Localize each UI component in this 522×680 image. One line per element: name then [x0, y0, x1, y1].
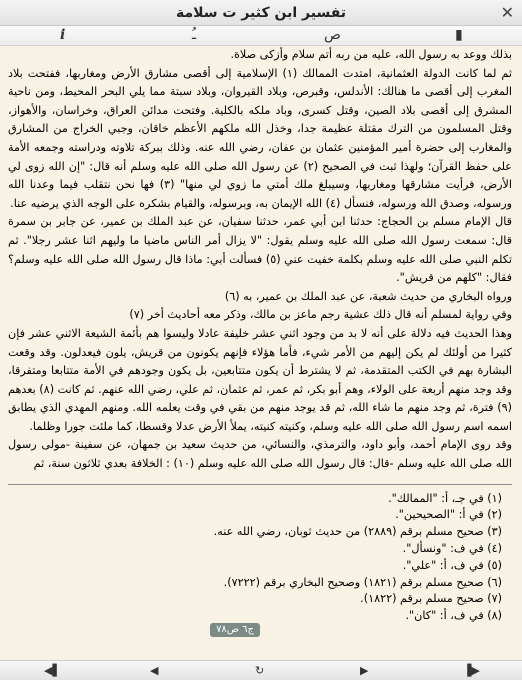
footnote: (١) في جـ، أ: "الممالك".	[388, 491, 502, 505]
info-icon[interactable]: i	[60, 27, 66, 43]
footnote: (٥) في ف، أ: "علي".	[402, 558, 502, 572]
next-page-icon[interactable]: ▶︎	[360, 664, 369, 677]
harakat-toggle-icon[interactable]: ـُ	[192, 27, 197, 43]
window-title: تفسير ابن كثير ت سلامة	[175, 4, 347, 21]
title-bar	[0, 0, 522, 26]
footnotes	[8, 491, 512, 625]
reading-pane[interactable]	[0, 46, 522, 660]
page-indicator-badge[interactable]: ج٦ ص٧٨	[210, 623, 260, 637]
paragraph: وهذا الحديث فيه دلالة على أنه لا بد من وجود اثني عشر خليفة عادلا وليسوا هم بأئمة الشيعة الاثني عشر فإن كثيرا من أولئك لم يكن إليهم من الأمر شيء، فأما هؤلاء فإنهم يكونون من قريش، يلون فيعدلون. وقد وقعت البشارة بهم في الكتب المتقدمة، ثم لا يشترط أن يكون متتابعين، بل يكون وجودهم في الأمة متتابعا ومتفرقا، وقد وجد منهم أربعة على الولاء، وهم أبو بكر، ثم عمر، ثم عثمان، ثم علي، رضي الله عنهم. ثم كانت (٨) بعدهم (٩) فترة، ثم وجد منهم ما شاء الله، ثم قد يوجد منهم من بقي في وقت يعلمه الله. ومنهم المهدي الذي يطابق اسمه اسم رسول الله صلى الله عليه وسلم، وكنيته كنيته، يملأ الأرض عدلا وقسطا، كما ملئت جورا وظلما.	[8, 326, 513, 433]
toolbar	[0, 26, 522, 46]
footnote: (٧) صحيح مسلم برقم (١٨٢٢).	[360, 592, 502, 606]
footnote: (٣) صحيح مسلم برقم (٢٨٨٩) من حديث ثوبان، رضي الله عنه.	[213, 525, 502, 539]
footnote-separator	[8, 484, 512, 485]
goto-page-icon[interactable]: ↻	[255, 664, 265, 677]
previous-page-icon[interactable]: ◀︎	[150, 664, 159, 677]
body-text	[8, 46, 512, 474]
search-icon[interactable]: ص	[324, 27, 341, 43]
footnote: (٤) في ف: "ونسأل".	[402, 542, 502, 556]
paragraph: ثم لما كانت الدولة العثمانية، امتدت الممالك (١) الإسلامية إلى أقصى مشارق الأرض ومغاربها، ففتحت بلاد المغرب إلى أقصى ما هنالك: الأندلس، وقبرص، وبلاد القيروان، وبلاد سبتة مما يلي البحر المحيط، ومن ناحية المشرق إلى أقصى بلاد الصين، وقتل كسرى، وباد ملكه بالكلية. وفتحت مدائن العراق، وخراسان، والأهواز، وقتل المسلمون من الترك مقتلة عظيمة جدا، وخذل الله ملكهم الأعظم خاقان، وجبي الخراج من المشارق والمغارب إلى حضرة أمير المؤمنين عثمان بن عفان، رضي الله عنه. وذلك ببركة تلاوته ودراسته وجمعه الأمة على حفظ القرآن؛ ولهذا ثبت في الصحيح (٢) عن رسول الله صلى الله عليه وسلم أنه قال: "إن الله زوى لي الأرض، فرأيت مشارقها ومغاربها، وسيبلغ ملك أمتي ما زوي لي منها" (٣) فها نحن نتقلب فيما وعدنا الله ورسوله، وصدق الله ورسوله، فنسأل (٤) الله الإيمان به، وبرسوله، والقيام بشكره على الوجه الذي يرضيه عنا.	[8, 66, 512, 210]
close-icon[interactable]: ✕	[500, 3, 514, 22]
last-page-icon[interactable]: ▐▶︎	[463, 664, 480, 677]
paragraph: وفي رواية لمسلم أنه قال ذلك عشية رجم ماعز بن مالك، وذكر معه أحاديث أخر (٧)	[129, 308, 512, 322]
paragraph: ورواه البخاري من حديث شعبة، عن عبد الملك بن عمير، به (٦)	[224, 289, 512, 303]
paragraph: بذلك ووعد به رسول الله، عليه من ربه أتم سلام وأزكى صلاة.	[230, 48, 512, 61]
navigation-bar	[0, 660, 522, 680]
paragraph: وقد روى الإمام أحمد، وأبو داود، والترمذي، والنسائي، من حديث سعيد بن جمهان، عن سفينة -مولى رسول الله صلى الله عليه وسلم -قال: قال رسول الله صلى الله عليه وسلم (١٠) : الخلافة بعدي ثلاثون سنة، ثم	[8, 438, 512, 471]
footnote: (٨) في ف، أ: "كان".	[405, 609, 502, 623]
bookmark-icon[interactable]: ▮	[455, 27, 463, 43]
footnote: (٦) صحيح مسلم برقم (١٨٢١) وصحيح البخاري برقم (٧٢٢٢).	[223, 575, 502, 589]
first-page-icon[interactable]: ◀︎▌	[44, 664, 61, 677]
paragraph: قال الإمام مسلم بن الحجاج: حدثنا ابن أبي عمر، حدثنا سفيان، عن عبد الملك بن عمير، عن جابر بن سمرة قال: سمعت رسول الله صلى الله عليه وسلم يقول: "لا يزال أمر الناس ماضيا ما وليهم اثنا عشر رجلا". ثم تكلم النبي صلى الله عليه وسلم بكلمة خفيت عني (٥) فسألت أبي: ماذا قال رسول الله صلى الله عليه وسلم؟ فقال: "كلهم من قريش".	[8, 215, 512, 285]
footnote: (٢) في أ: "الصحيحين".	[395, 508, 502, 522]
